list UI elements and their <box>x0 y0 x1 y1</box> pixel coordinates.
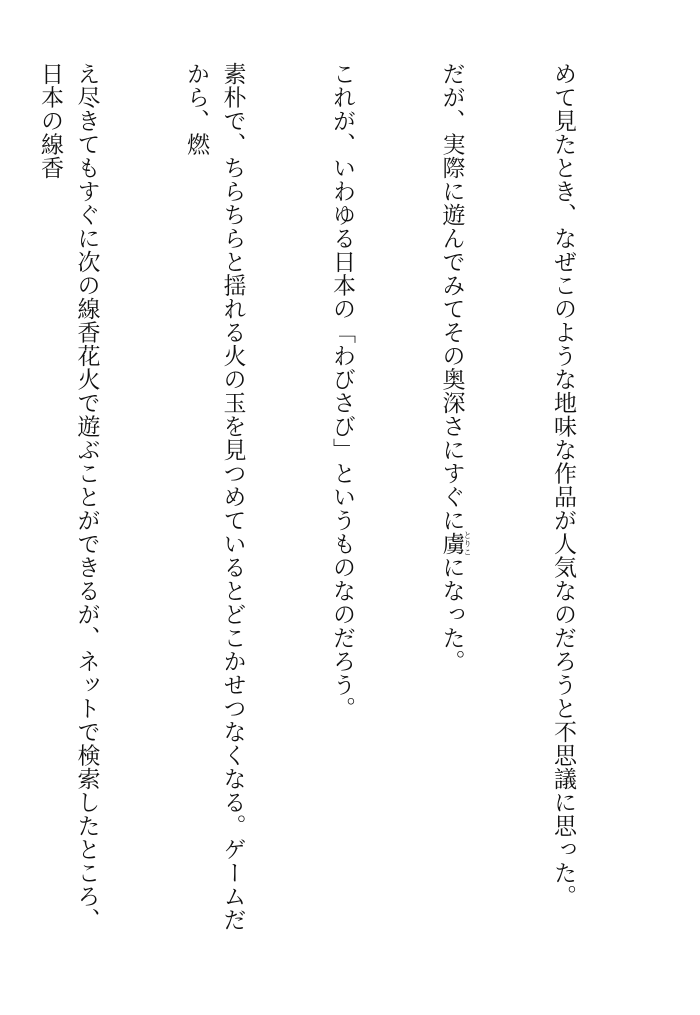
body-text <box>0 62 654 952</box>
ruby-toriko: 虜とりこ <box>438 531 472 557</box>
text-line-3: これが、いわゆる日本の「わびさび」というものなのだろう。 <box>329 62 355 720</box>
text-line-2-part-b: になった。 <box>438 555 465 673</box>
text-line-5: え尽きてもすぐに次の線香花火で遊ぶことができるが、ネットで検索したところ、日本の線香 <box>37 62 100 932</box>
text-line-4: 素朴で、ちらちらと揺れる火の玉を見つめているとどこかせつなくなる。ゲームだから、燃 <box>183 62 246 932</box>
text-line-2 <box>433 62 472 952</box>
text-line-2-part-a: だが、実際に遊んでみてその奥深さにすぐに <box>438 62 465 532</box>
text-line-1: めて見たとき、なぜこのような地味な作品が人気なのだろうと不思議に思った。 <box>550 62 576 908</box>
